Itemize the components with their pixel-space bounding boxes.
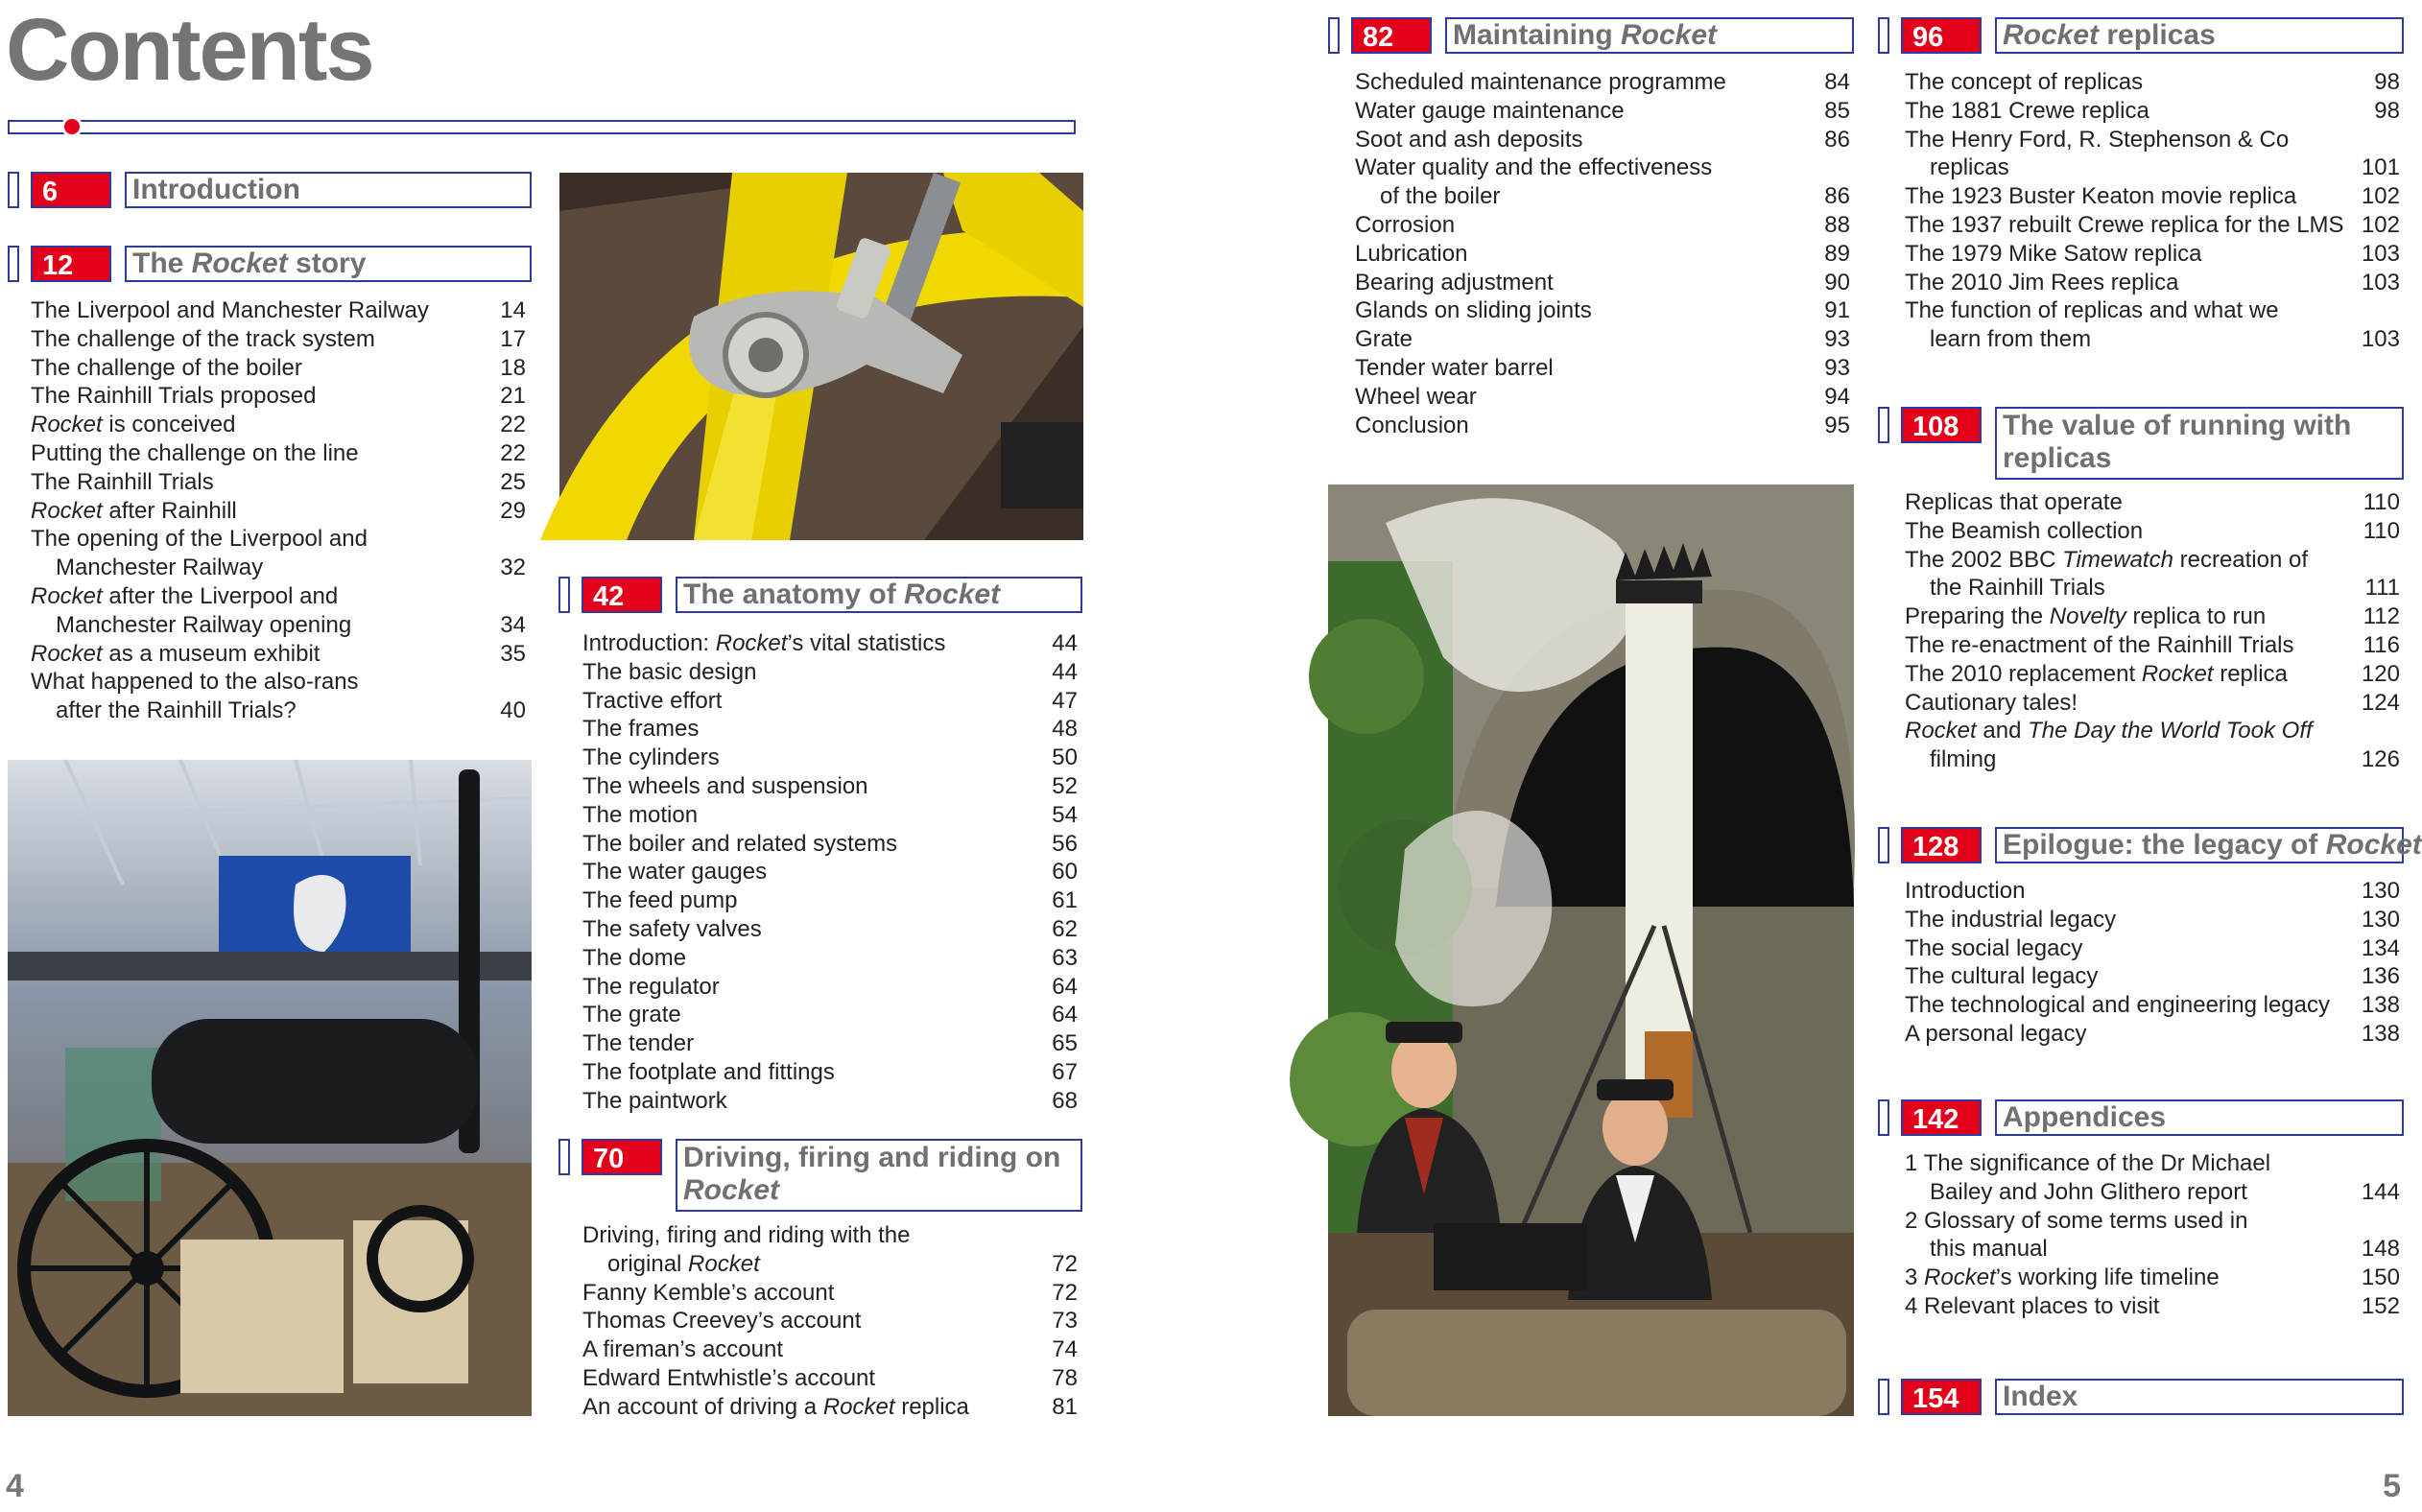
toc-entry bbox=[1355, 354, 1850, 383]
toc-entry-title-continued: Bailey and John Glithero report bbox=[1930, 1178, 2247, 1205]
toc-entry-title: Rocket as a museum exhibit bbox=[31, 640, 321, 667]
heading-tick bbox=[558, 577, 570, 613]
toc-page-number: 136 bbox=[2361, 963, 2400, 990]
section-title: Maintaining Rocket bbox=[1445, 17, 1854, 54]
toc-entry bbox=[31, 439, 526, 468]
toc-page-number: 112 bbox=[2363, 603, 2400, 630]
toc-entry-title: What happened to the also-rans bbox=[31, 669, 359, 696]
heading-tick bbox=[1328, 17, 1340, 54]
toc-entry bbox=[31, 382, 526, 411]
toc-entry-title: The Liverpool and Manchester Railway bbox=[31, 297, 429, 323]
toc-entry bbox=[1355, 325, 1850, 354]
toc-entry-title: The technological and engineering legacy bbox=[1905, 992, 2330, 1019]
toc-page-number: 54 bbox=[1052, 801, 1078, 828]
section-number: 154 bbox=[1901, 1379, 1982, 1415]
toc-entry-title: 1 The significance of the Dr Michael bbox=[1905, 1150, 2271, 1176]
toc-page-number: 138 bbox=[2361, 1020, 2400, 1047]
section-heading-introduction bbox=[8, 172, 532, 210]
toc-entry bbox=[582, 1029, 1078, 1058]
section-title: Rocket replicas bbox=[1995, 17, 2404, 54]
toc-entry bbox=[31, 582, 526, 640]
toc-page-number: 130 bbox=[2361, 906, 2400, 933]
toc-page-number: 61 bbox=[1052, 887, 1078, 914]
toc-entry-title-continued: of the boiler bbox=[1380, 183, 1501, 210]
toc-entry-title: The feed pump bbox=[582, 887, 738, 914]
section-heading-value bbox=[1878, 407, 2404, 480]
toc-page-number: 86 bbox=[1824, 183, 1850, 210]
toc-entry bbox=[582, 1279, 1078, 1308]
toc-page-number: 32 bbox=[500, 555, 526, 581]
toc-page-number: 21 bbox=[500, 383, 526, 410]
toc-page-number: 25 bbox=[500, 468, 526, 495]
section-heading-appendices bbox=[1878, 1099, 2404, 1138]
toc-entry bbox=[582, 1364, 1078, 1393]
toc-page-number: 60 bbox=[1052, 859, 1078, 886]
toc-entry bbox=[31, 296, 526, 325]
toc-entry bbox=[582, 715, 1078, 744]
toc-entry-title: Rocket after Rainhill bbox=[31, 497, 237, 524]
toc-entry-title: The frames bbox=[582, 716, 700, 743]
rule-dot bbox=[61, 116, 83, 137]
toc-entry-title: The basic design bbox=[582, 658, 757, 685]
toc-entry bbox=[1355, 296, 1850, 325]
toc-entry-title: Thomas Creevey’s account bbox=[582, 1308, 862, 1335]
toc-entry-title: An account of driving a Rocket replica bbox=[582, 1393, 969, 1420]
toc-entry-title: Wheel wear bbox=[1355, 383, 1477, 410]
toc-entry bbox=[1905, 269, 2400, 297]
toc-entry-title: Rocket and The Day the World Took Off bbox=[1905, 718, 2313, 744]
toc-entry-title: The function of replicas and what we bbox=[1905, 297, 2279, 324]
toc-list-anatomy bbox=[582, 629, 1078, 1116]
toc-entry bbox=[1905, 488, 2400, 517]
toc-entry bbox=[1905, 717, 2400, 774]
section-heading-replicas bbox=[1878, 17, 2404, 56]
toc-list-replicas bbox=[1905, 68, 2400, 354]
toc-entry-title-continued: after the Rainhill Trials? bbox=[56, 697, 297, 724]
heading-tick bbox=[8, 172, 19, 208]
toc-page-number: 120 bbox=[2361, 660, 2400, 687]
heading-tick bbox=[1878, 17, 1889, 54]
heading-tick bbox=[8, 246, 19, 282]
toc-page-number: 81 bbox=[1052, 1393, 1078, 1420]
toc-entry-title: Preparing the Novelty replica to run bbox=[1905, 603, 2267, 630]
toc-page-number: 35 bbox=[500, 640, 526, 667]
section-number: 42 bbox=[582, 577, 662, 613]
toc-page-number: 73 bbox=[1052, 1308, 1078, 1335]
toc-page-number: 74 bbox=[1052, 1336, 1078, 1363]
section-number: 128 bbox=[1901, 827, 1982, 863]
toc-list-rocket-story bbox=[31, 296, 526, 725]
toc-entry-title: The industrial legacy bbox=[1905, 906, 2117, 933]
toc-entry-title: Driving, firing and riding with the bbox=[582, 1222, 911, 1248]
toc-entry bbox=[582, 915, 1078, 944]
toc-entry-title: Introduction bbox=[1905, 878, 2026, 904]
section-heading-epilogue bbox=[1878, 827, 2422, 865]
section-title: Epilogue: the legacy of Rocket bbox=[1995, 827, 2404, 863]
toc-list-value bbox=[1905, 488, 2400, 774]
toc-page-number: 86 bbox=[1824, 126, 1850, 153]
toc-entry bbox=[1905, 126, 2400, 183]
toc-entry-title: The social legacy bbox=[1905, 934, 2083, 961]
heading-tick bbox=[1878, 1379, 1889, 1415]
toc-entry-title: Water quality and the effectiveness bbox=[1355, 154, 1713, 181]
heading-tick bbox=[1878, 407, 1889, 443]
section-title: Introduction bbox=[125, 172, 532, 208]
toc-list-driving bbox=[582, 1221, 1078, 1422]
toc-entry bbox=[1905, 68, 2400, 97]
toc-entry-title: The challenge of the track system bbox=[31, 325, 375, 352]
toc-page-number: 48 bbox=[1052, 716, 1078, 743]
toc-page-number: 144 bbox=[2361, 1178, 2400, 1205]
toc-entry bbox=[582, 1307, 1078, 1335]
toc-entry bbox=[582, 858, 1078, 886]
toc-entry-title: Rocket after the Liverpool and bbox=[31, 582, 339, 609]
section-number: 82 bbox=[1351, 17, 1432, 54]
photo-replica-crew-tunnel bbox=[1328, 484, 1854, 1416]
toc-page-number: 138 bbox=[2361, 992, 2400, 1019]
toc-page-number: 103 bbox=[2361, 269, 2400, 295]
toc-entry-title: Soot and ash deposits bbox=[1355, 126, 1583, 153]
toc-entry-title-continued: Manchester Railway bbox=[56, 555, 264, 581]
page-number-left: 4 bbox=[6, 1468, 24, 1504]
toc-entry bbox=[1905, 1264, 2400, 1292]
section-heading-rocket-story bbox=[8, 246, 532, 284]
toc-entry bbox=[582, 1393, 1078, 1422]
toc-page-number: 63 bbox=[1052, 944, 1078, 971]
toc-entry-title: Glands on sliding joints bbox=[1355, 297, 1592, 324]
toc-entry-title: The paintwork bbox=[582, 1087, 727, 1114]
toc-list-epilogue bbox=[1905, 877, 2400, 1049]
toc-page-number: 88 bbox=[1824, 211, 1850, 238]
toc-entry bbox=[31, 468, 526, 497]
toc-page-number: 65 bbox=[1052, 1030, 1078, 1057]
toc-entry-title: The water gauges bbox=[582, 859, 768, 886]
toc-page-number: 95 bbox=[1824, 412, 1850, 438]
photo-yellow-wheel-detail bbox=[559, 173, 1083, 540]
toc-entry-title-continued: original Rocket bbox=[607, 1250, 760, 1277]
toc-entry-title: The challenge of the boiler bbox=[31, 354, 302, 381]
toc-entry bbox=[1905, 1207, 2400, 1264]
toc-page-number: 89 bbox=[1824, 240, 1850, 267]
toc-page-number: 94 bbox=[1824, 383, 1850, 410]
toc-entry-title: The grate bbox=[582, 1002, 681, 1028]
toc-entry-title: Fanny Kemble’s account bbox=[582, 1279, 835, 1306]
toc-page-number: 126 bbox=[2361, 746, 2400, 773]
toc-entry bbox=[582, 830, 1078, 859]
toc-entry-title: Tender water barrel bbox=[1355, 354, 1554, 381]
section-number: 142 bbox=[1901, 1099, 1982, 1136]
toc-entry-title: A personal legacy bbox=[1905, 1020, 2087, 1047]
toc-entry bbox=[582, 1087, 1078, 1116]
toc-entry-title: The 2010 Jim Rees replica bbox=[1905, 269, 2179, 295]
section-heading-driving bbox=[558, 1139, 1082, 1212]
toc-entry-title: Putting the challenge on the line bbox=[31, 439, 359, 466]
toc-list-appendices bbox=[1905, 1149, 2400, 1321]
toc-entry bbox=[582, 886, 1078, 915]
toc-entry-title: Conclusion bbox=[1355, 412, 1469, 438]
toc-entry bbox=[1355, 154, 1850, 211]
toc-entry-title: The cultural legacy bbox=[1905, 963, 2099, 990]
toc-entry bbox=[1905, 296, 2400, 354]
toc-page-number: 102 bbox=[2361, 183, 2400, 210]
toc-entry-title: The 1881 Crewe replica bbox=[1905, 97, 2149, 124]
toc-page-number: 116 bbox=[2363, 631, 2400, 658]
toc-page-number: 44 bbox=[1052, 630, 1078, 656]
section-title: Index bbox=[1995, 1379, 2404, 1415]
section-title: The Rocket story bbox=[125, 246, 532, 282]
toc-entry-title: Tractive effort bbox=[582, 687, 723, 714]
toc-page-number: 47 bbox=[1052, 687, 1078, 714]
toc-page-number: 110 bbox=[2363, 489, 2400, 515]
toc-page-number: 52 bbox=[1052, 772, 1078, 799]
toc-entry bbox=[1355, 97, 1850, 126]
toc-page-number: 64 bbox=[1052, 973, 1078, 1000]
toc-page-number: 22 bbox=[500, 412, 526, 438]
toc-entry-title: Introduction: Rocket’s vital statistics bbox=[582, 630, 946, 656]
toc-page-number: 44 bbox=[1052, 658, 1078, 685]
toc-entry bbox=[31, 497, 526, 526]
toc-page-number: 98 bbox=[2374, 69, 2400, 95]
toc-entry bbox=[582, 944, 1078, 973]
toc-entry-title: The Rainhill Trials bbox=[31, 468, 214, 495]
toc-entry bbox=[582, 658, 1078, 687]
toc-entry bbox=[1355, 269, 1850, 297]
toc-entry bbox=[582, 629, 1078, 658]
toc-entry-title: The concept of replicas bbox=[1905, 69, 2144, 95]
toc-entry bbox=[31, 525, 526, 582]
toc-page-number: 18 bbox=[500, 354, 526, 381]
toc-entry bbox=[31, 640, 526, 669]
toc-page-number: 14 bbox=[500, 297, 526, 323]
toc-entry-title: The 1937 rebuilt Crewe replica for the LMS bbox=[1905, 211, 2344, 238]
toc-page-number: 124 bbox=[2361, 689, 2400, 716]
toc-entry bbox=[1905, 631, 2400, 660]
section-heading-anatomy bbox=[558, 577, 1082, 615]
toc-page-number: 90 bbox=[1824, 269, 1850, 295]
toc-page-number: 78 bbox=[1052, 1364, 1078, 1391]
section-title: The value of running with replicas bbox=[1995, 407, 2404, 480]
toc-entry bbox=[582, 772, 1078, 801]
toc-entry bbox=[1905, 182, 2400, 211]
toc-entry bbox=[1905, 906, 2400, 934]
toc-page-number: 29 bbox=[500, 497, 526, 524]
toc-page-number: 98 bbox=[2374, 97, 2400, 124]
toc-entry-title: The Rainhill Trials proposed bbox=[31, 383, 317, 410]
toc-page-number: 68 bbox=[1052, 1087, 1078, 1114]
toc-entry-title: Replicas that operate bbox=[1905, 489, 2123, 515]
toc-entry bbox=[31, 325, 526, 354]
toc-entry bbox=[1905, 1292, 2400, 1321]
toc-entry bbox=[582, 1001, 1078, 1029]
toc-entry-title: The opening of the Liverpool and bbox=[31, 526, 368, 553]
toc-entry-title: The regulator bbox=[582, 973, 720, 1000]
section-title: Driving, firing and riding on Rocket bbox=[676, 1139, 1082, 1212]
toc-page-number: 103 bbox=[2361, 240, 2400, 267]
section-number: 6 bbox=[31, 172, 111, 208]
toc-entry bbox=[1355, 240, 1850, 269]
toc-entry-title: Corrosion bbox=[1355, 211, 1456, 238]
toc-page-number: 64 bbox=[1052, 1002, 1078, 1028]
toc-entry bbox=[582, 801, 1078, 830]
toc-entry bbox=[582, 1221, 1078, 1279]
toc-page-number: 101 bbox=[2361, 154, 2400, 181]
toc-page-number: 150 bbox=[2361, 1264, 2400, 1291]
toc-entry bbox=[1905, 1020, 2400, 1049]
toc-page-number: 102 bbox=[2361, 211, 2400, 238]
toc-page-number: 134 bbox=[2361, 934, 2400, 961]
toc-page-number: 91 bbox=[1824, 297, 1850, 324]
toc-entry bbox=[1905, 517, 2400, 546]
toc-page-number: 84 bbox=[1824, 69, 1850, 95]
toc-page-number: 110 bbox=[2363, 517, 2400, 544]
toc-page-number: 85 bbox=[1824, 97, 1850, 124]
toc-entry-title-continued: filming bbox=[1930, 746, 1997, 773]
toc-entry-title: Rocket is conceived bbox=[31, 412, 236, 438]
toc-entry-title: The boiler and related systems bbox=[582, 830, 898, 857]
toc-entry bbox=[1905, 211, 2400, 240]
toc-entry-title: The tender bbox=[582, 1030, 695, 1057]
toc-entry-title: The cylinders bbox=[582, 744, 720, 771]
toc-entry-title: The wheels and suspension bbox=[582, 772, 868, 799]
toc-entry bbox=[1905, 97, 2400, 126]
toc-entry bbox=[1355, 412, 1850, 440]
toc-entry bbox=[1905, 877, 2400, 906]
section-number: 70 bbox=[582, 1139, 662, 1175]
section-heading-maintaining bbox=[1328, 17, 1854, 56]
toc-page-number: 67 bbox=[1052, 1058, 1078, 1085]
toc-entry bbox=[582, 1335, 1078, 1364]
section-number: 12 bbox=[31, 246, 111, 282]
toc-page-number: 72 bbox=[1052, 1279, 1078, 1306]
toc-entry-title: 2 Glossary of some terms used in bbox=[1905, 1207, 2248, 1234]
toc-page-number: 152 bbox=[2361, 1292, 2400, 1319]
toc-entry-title: A fireman’s account bbox=[582, 1336, 784, 1363]
heading-tick bbox=[558, 1139, 570, 1175]
toc-entry bbox=[1355, 68, 1850, 97]
toc-page-number: 111 bbox=[2364, 575, 2400, 602]
toc-entry bbox=[31, 668, 526, 725]
toc-entry-title: The 1979 Mike Satow replica bbox=[1905, 240, 2202, 267]
toc-page-number: 93 bbox=[1824, 354, 1850, 381]
toc-entry-title: Grate bbox=[1355, 326, 1413, 353]
toc-entry-title: Bearing adjustment bbox=[1355, 269, 1554, 295]
section-title: Appendices bbox=[1995, 1099, 2404, 1136]
toc-entry-title: The re-enactment of the Rainhill Trials bbox=[1905, 631, 2294, 658]
toc-page-number: 17 bbox=[500, 325, 526, 352]
toc-entry bbox=[1905, 546, 2400, 603]
toc-entry bbox=[1905, 660, 2400, 689]
toc-entry bbox=[1355, 211, 1850, 240]
toc-entry-title: Scheduled maintenance programme bbox=[1355, 69, 1726, 95]
toc-list-maintaining bbox=[1355, 68, 1850, 439]
toc-page-number: 22 bbox=[500, 439, 526, 466]
toc-entry bbox=[31, 354, 526, 383]
toc-entry bbox=[582, 744, 1078, 772]
heading-tick bbox=[1878, 1099, 1889, 1136]
toc-entry-title: The motion bbox=[582, 801, 699, 828]
toc-page-number: 130 bbox=[2361, 878, 2400, 904]
section-number: 108 bbox=[1901, 407, 1982, 443]
toc-entry-title: Lubrication bbox=[1355, 240, 1468, 267]
toc-entry-title: Cautionary tales! bbox=[1905, 689, 2078, 716]
toc-entry-title: The 1923 Buster Keaton movie replica bbox=[1905, 183, 2297, 210]
photo-rocket-museum-exhibit bbox=[8, 760, 532, 1416]
toc-entry-title: The dome bbox=[582, 944, 687, 971]
toc-entry-title: The 2002 BBC Timewatch recreation of bbox=[1905, 546, 2309, 573]
toc-entry-title-continued: learn from them bbox=[1930, 326, 2092, 353]
toc-entry-title: Water gauge maintenance bbox=[1355, 97, 1625, 124]
toc-page-number: 40 bbox=[500, 697, 526, 724]
page-title: Contents bbox=[6, 1, 373, 99]
section-title: The anatomy of Rocket bbox=[676, 577, 1082, 613]
toc-entry-title-continued: this manual bbox=[1930, 1236, 2048, 1263]
toc-page-number: 34 bbox=[500, 611, 526, 638]
toc-entry bbox=[582, 973, 1078, 1002]
toc-entry-title: The 2010 replacement Rocket replica bbox=[1905, 660, 2288, 687]
toc-entry bbox=[582, 1058, 1078, 1087]
toc-entry-title: The Beamish collection bbox=[1905, 517, 2144, 544]
toc-entry bbox=[1355, 126, 1850, 154]
toc-entry-title-continued: the Rainhill Trials bbox=[1930, 575, 2105, 602]
toc-entry bbox=[1355, 383, 1850, 412]
toc-entry bbox=[1905, 602, 2400, 631]
toc-page-number: 93 bbox=[1824, 326, 1850, 353]
toc-entry bbox=[1905, 689, 2400, 718]
toc-page-number: 103 bbox=[2361, 326, 2400, 353]
section-number: 96 bbox=[1901, 17, 1982, 54]
page-number-right: 5 bbox=[2383, 1468, 2401, 1504]
toc-entry-title-continued: replicas bbox=[1930, 154, 2009, 181]
toc-page-number: 56 bbox=[1052, 830, 1078, 857]
toc-page-number: 62 bbox=[1052, 915, 1078, 942]
toc-entry-title: The Henry Ford, R. Stephenson & Co bbox=[1905, 126, 2290, 153]
toc-entry-title: 3 Rocket’s working life timeline bbox=[1905, 1264, 2220, 1291]
toc-entry bbox=[1905, 934, 2400, 963]
toc-entry bbox=[31, 411, 526, 439]
section-heading-index bbox=[1878, 1379, 2404, 1417]
toc-entry-title: The safety valves bbox=[582, 915, 762, 942]
toc-page-number: 72 bbox=[1052, 1250, 1078, 1277]
toc-page-number: 148 bbox=[2361, 1236, 2400, 1263]
toc-entry-title: Edward Entwhistle’s account bbox=[582, 1364, 876, 1391]
title-rule bbox=[8, 120, 1076, 134]
heading-tick bbox=[1878, 827, 1889, 863]
toc-entry-title-continued: Manchester Railway opening bbox=[56, 611, 352, 638]
toc-entry bbox=[1905, 991, 2400, 1020]
toc-entry bbox=[1905, 240, 2400, 269]
toc-entry-title: 4 Relevant places to visit bbox=[1905, 1292, 2160, 1319]
toc-entry-title: The footplate and fittings bbox=[582, 1058, 835, 1085]
toc-page-number: 50 bbox=[1052, 744, 1078, 771]
toc-entry bbox=[582, 687, 1078, 716]
toc-entry bbox=[1905, 1149, 2400, 1207]
toc-entry bbox=[1905, 962, 2400, 991]
